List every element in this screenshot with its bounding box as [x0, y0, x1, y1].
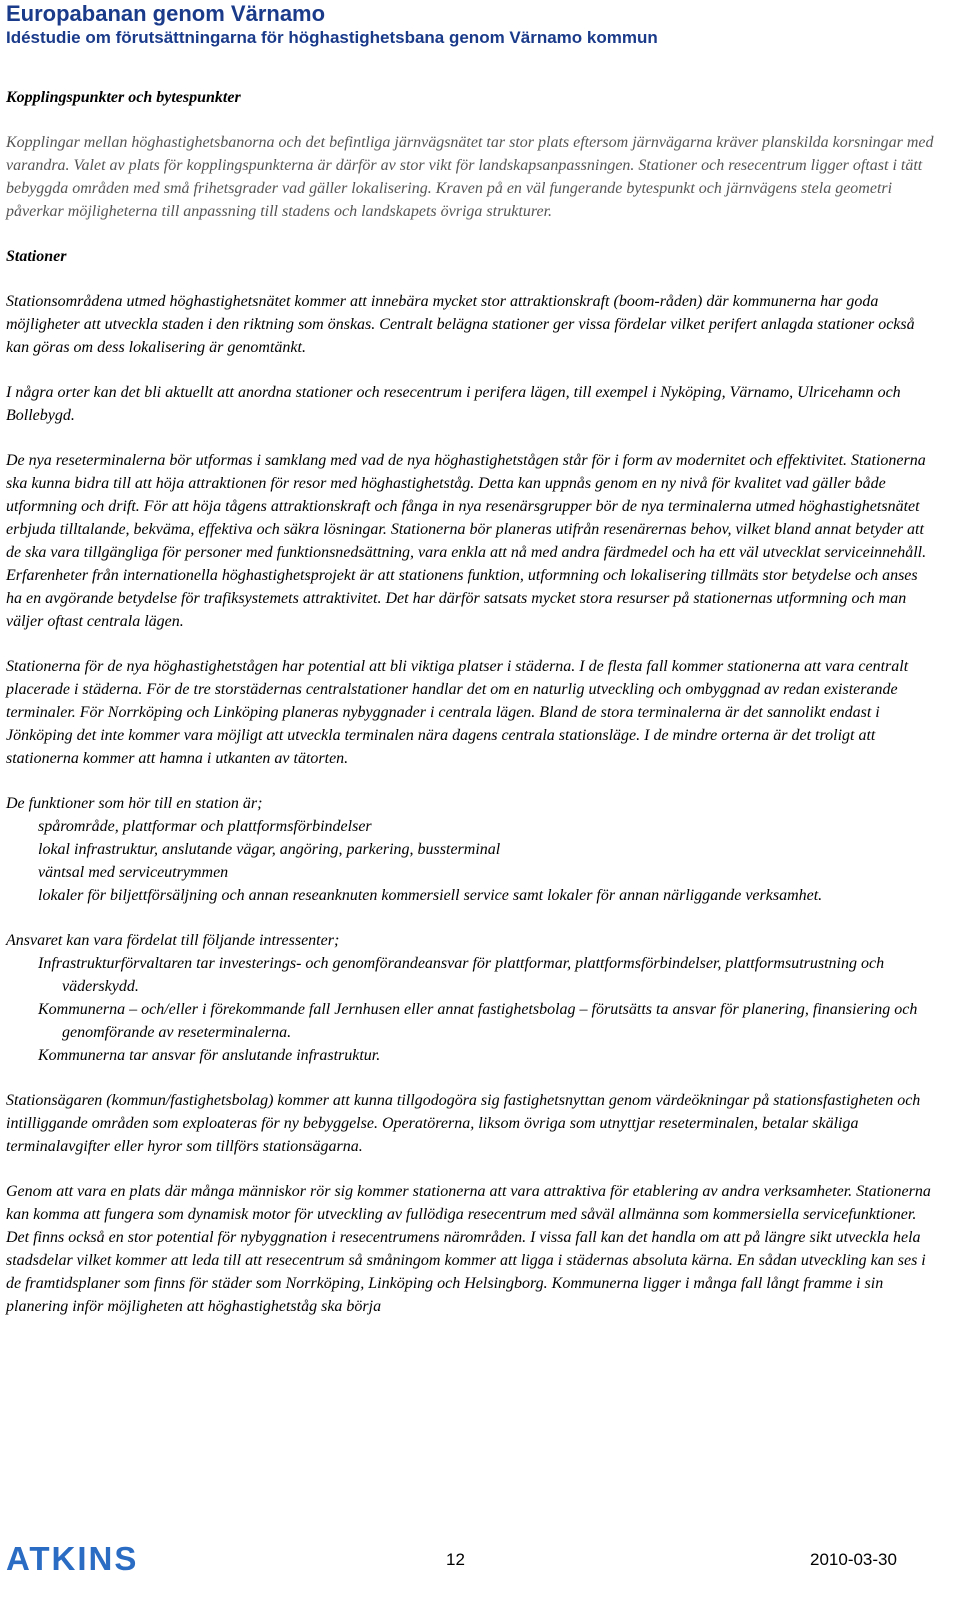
section-heading-kopplingspunkter: Kopplingspunkter och bytespunkter — [6, 89, 241, 106]
responsibility-lead: Ansvaret kan vara fördelat till följande intressenter; — [6, 932, 340, 949]
paragraph: I några orter kan det bli aktuellt att anordna stationer och resecentrum i perifera lägen, till exempel i Nyköping, Värnamo, Ulricehamn och Bollebygd. — [6, 384, 901, 424]
paragraph: Stationerna för de nya höghastighetstågen har potential att bli viktiga platser i städerna. I de flesta fall kommer stationerna att vara centralt placerade i städerna. För de tre storstädernas centralstationer handlar det om en naturlig utveckling och ombyggnad av redan existerande terminaler. För Norrköping och Linköping planeras nybyggnader i centrala lägen. Bland de stora terminalerna är det sannolikt endast i Jönköping det inte kommer vara möjligt att utveckla terminalen nära dagens centrala stationsläge. I de mindre orterna är det troligt att stationerna kommer att hamna i utkanten av tätorten. — [6, 658, 909, 767]
list-item: lokal infrastruktur, anslutande vägar, angöring, parkering, bussterminal — [38, 841, 501, 858]
page-footer — [0, 1538, 960, 1608]
list-item: Kommunerna – och/eller i förekommande fall Jernhusen eller annat fastighetsbolag – förutsätts ta ansvar för planering, finansiering och genomförande av reseterminalerna. — [38, 1001, 918, 1041]
paragraph: Stationsägaren (kommun/fastighetsbolag) kommer att kunna tillgodogöra sig fastighetsnyttan genom värdeökningar på stationsfastigheten och intilliggande områden som exploateras för ny bebyggelse. Operatörerna, liksom övriga som utnyttjar reseterminalen, betalar skäliga terminalavgifter eller hyror som tillförs stationsägarna. — [6, 1092, 921, 1155]
responsibility-list — [6, 952, 936, 1067]
document-subtitle: Idéstudie om förutsättningarna för höghastighetsbana genom Värnamo kommun — [6, 28, 658, 47]
page-date: 2010-03-30 — [810, 1550, 897, 1569]
section-heading-stationer: Stationer — [6, 248, 67, 265]
atkins-logo: ATKINS — [6, 1540, 139, 1577]
paragraph: De nya reseterminalerna bör utformas i samklang med vad de nya höghastighetstågen står för i form av modernitet och effektivitet. Stationerna ska kunna bidra till att höja attraktionen för resor med höghastighetståg. Detta kan uppnås genom en ny nivå för kvalitet vad gäller både utformning och drift. För att höja tågens attraktionskraft och fånga in nya resenärsgrupper bör de nya terminalerna utmed höghastighetsnätet erbjuda tilltalande, bekväma, effektiva och säkra lösningar. Stationerna bör planeras utifrån resenärernas behov, vilket bland annat betyder att de ska vara tillgängliga för personer med funktionsnedsättning, vara enkla att nå med andra färdmedel och ha ett väl utvecklat serviceinnehåll. Erfarenheter från internationella höghastighetsprojekt är att stationens funktion, utformning och lokalisering tillmäts stor betydelse och anses ha en avgörande betydelse för trafiksystemets attraktivitet. Det har därför satsats mycket stora resurser på stationernas utformning och man väljer oftast centrala lägen. — [6, 452, 927, 630]
functions-lead: De funktioner som hör till en station är; — [6, 795, 263, 812]
list-item: spårområde, plattformar och plattformsförbindelser — [38, 818, 372, 835]
functions-list — [6, 815, 936, 907]
paragraph-kopplingspunkter: Kopplingar mellan höghastighetsbanorna och det befintliga järnvägsnätet tar stor plats eftersom järnvägarna kräver planskilda korsningar med varandra. Valet av plats för kopplingspunkterna är därför av stor vikt för landskapsanpassningen. Stationer och resecentrum ligger oftast i tätt bebyggda områden med små frihetsgrader vad gäller lokalisering. Kraven på en väl fungerande bytespunkt och järnvägens stela geometri påverkar möjligheterna till anpassning till stadens och landskapets övriga strukturer. — [6, 134, 934, 220]
paragraph: Stationsområdena utmed höghastighetsnätet kommer att innebära mycket stor attraktionskraft (boom-råden) där kommunerna har goda möjligheter att utveckla staden i den riktning som önskas. Centralt belägna stationer ger vissa fördelar vilket perifert anlagda stationer också kan göras om dess lokalisering är genomtänkt. — [6, 293, 915, 356]
list-item: lokaler för biljettförsäljning och annan reseanknuten kommersiell service samt lokaler för annan närliggande verksamhet. — [38, 887, 823, 904]
paragraph: Genom att vara en plats där många människor rör sig kommer stationerna att vara attraktiva för etablering av andra verksamheter. Stationerna kan komma att fungera som dynamisk motor för utveckling av fullödiga resecentrum med såväl allmänna som kommersiella servicefunktioner. Det finns också en stor potential för nybyggnation i resecentrumens närområden. I vissa fall kan det handla om att på längre sikt utveckla hela stadsdelar vilket kommer att leda till att resecentrum så småningom kommer att ligga i städernas absoluta kärna. En sådan utveckling kan ses i de framtidsplaner som finns för städer som Norrköping, Linköping och Helsingborg. Kommunerna ligger i många fall långt framme i sin planering inför möjligheten att höghastighetståg ska börja — [6, 1183, 931, 1315]
page-header — [6, 0, 946, 49]
page-number: 12 — [446, 1550, 465, 1569]
list-item: väntsal med serviceutrymmen — [38, 864, 229, 881]
page-content — [6, 86, 936, 1340]
list-item: Kommunerna tar ansvar för anslutande infrastruktur. — [38, 1047, 381, 1064]
list-item: Infrastrukturförvaltaren tar investerings- och genomförandeansvar för plattformar, plattformsförbindelser, plattformsutrustning och väderskydd. — [38, 955, 885, 995]
document-title: Europabanan genom Värnamo — [6, 1, 326, 26]
